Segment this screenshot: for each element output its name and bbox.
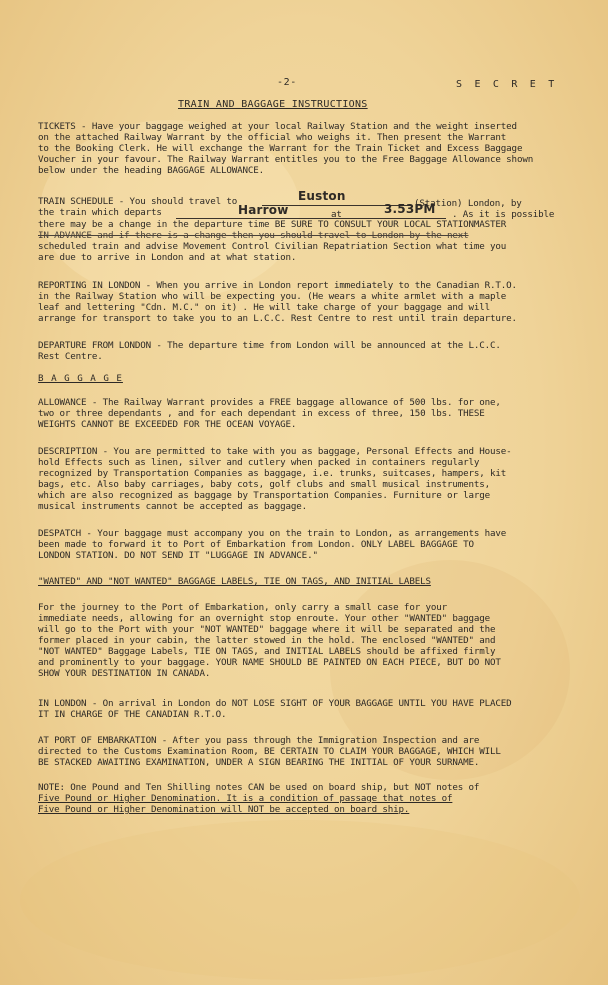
- departure-line: Rest Centre.: [38, 351, 103, 362]
- in-london-line: IT IN CHARGE OF THE CANADIAN R.T.O.: [38, 709, 227, 720]
- in-london-line: IN LONDON - On arrival in London do NOT LOSE SIGHT OF YOUR BAGGAGE UNTIL YOU HAVE PLACED: [38, 698, 512, 709]
- schedule-line2-post: . As it is possible: [452, 209, 555, 220]
- description-line: DESCRIPTION - You are permitted to take with you as baggage, Personal Effects and House-: [38, 446, 512, 457]
- departs-from-handwritten: Harrow: [238, 203, 289, 217]
- classification-label: S E C R E T: [456, 79, 558, 90]
- labels-line: For the journey to the Port of Embarkation, only carry a small case for your: [38, 602, 447, 613]
- schedule-line6: are due to arrive in London and at what station.: [38, 252, 297, 263]
- labels-line: SHOW YOUR DESTINATION IN CANADA.: [38, 668, 211, 679]
- tickets-line: Voucher in your favour. The Railway Warrant entitles you to the Free Baggage Allowance shown: [38, 154, 534, 165]
- tickets-line: TICKETS - Have your baggage weighed at your local Railway Station and the weight inserted: [38, 121, 517, 132]
- schedule-line5: scheduled train and advise Movement Control Civilian Repatriation Section what time you: [38, 241, 507, 252]
- note-line: Five Pound or Higher Denomination. It is a condition of passage that notes of: [38, 793, 453, 804]
- departure-line: DEPARTURE FROM LONDON - The departure time from London will be announced at the L.C.C.: [38, 340, 501, 351]
- at-word: at: [331, 209, 342, 220]
- description-line: musical instruments cannot be accepted as baggage.: [38, 501, 308, 512]
- schedule-line1-pre: TRAIN SCHEDULE - You should travel to: [38, 196, 238, 207]
- reporting-line: leaf and lettering "Cdn. M.C." on it) . He will take charge of your baggage and will: [38, 302, 491, 313]
- description-line: bags, etc. Also baby carriages, baby cots, golf clubs and small musical instruments,: [38, 479, 491, 490]
- labels-line: "NOT WANTED" Baggage Labels, TIE ON TAGS, and INITIAL LABELS should be affixed firmly: [38, 646, 496, 657]
- station-handwritten: Euston: [298, 189, 346, 203]
- description-line: which are also recognized as baggage by Transportation Companies. Furniture or large: [38, 490, 491, 501]
- description-line: hold Effects such as linen, silver and cutlery when packed in containers regularly: [38, 457, 480, 468]
- allowance-line: WEIGHTS CANNOT BE EXCEEDED FOR THE OCEAN VOYAGE.: [38, 419, 297, 430]
- schedule-line4: IN ADVANCE and if there is a change then you should travel to London by the next: [38, 230, 469, 241]
- departure-time-handwritten: 3.53PM: [384, 202, 436, 216]
- description-line: recognized by Transportation Companies as baggage, i.e. trunks, suitcases, hampers, kit: [38, 468, 507, 479]
- note-line: Five Pound or Higher Denomination will NOT be accepted on board ship.: [38, 804, 410, 815]
- tickets-line: to the Booking Clerk. He will exchange the Warrant for the Train Ticket and Excess Baggage: [38, 143, 523, 154]
- allowance-line: two or three dependants , and for each dependant in excess of three, 150 lbs. THESE: [38, 408, 485, 419]
- port-line: BE STACKED AWAITING EXAMINATION, UNDER A SIGN BEARING THE INITIAL OF YOUR SURNAME.: [38, 757, 480, 768]
- despatch-line: LONDON STATION. DO NOT SEND IT "LUGGAGE IN ADVANCE.": [38, 550, 318, 561]
- labels-line: former placed in your cabin, the latter stowed in the hold. The enclosed "WANTED" and: [38, 635, 496, 646]
- schedule-line1-post: (Station) London, by: [414, 198, 522, 209]
- reporting-line: arrange for transport to take you to an L.C.C. Rest Centre to rest until train departure.: [38, 313, 517, 324]
- port-line: directed to the Customs Examination Room, BE CERTAIN TO CLAIM YOUR BAGGAGE, WHICH WILL: [38, 746, 501, 757]
- labels-line: immediate needs, allowing for an overnight stop enroute. Your other "WANTED" baggage: [38, 613, 491, 624]
- labels-heading: "WANTED" AND "NOT WANTED" BAGGAGE LABELS, TIE ON TAGS, AND INITIAL LABELS: [38, 576, 431, 587]
- baggage-heading: B A G G A G E: [38, 373, 123, 384]
- despatch-line: been made to forward it to Port of Embarkation from London. ONLY LABEL BAGGAGE TO: [38, 539, 474, 550]
- despatch-line: DESPATCH - Your baggage must accompany you on the train to London, as arrangements have: [38, 528, 507, 539]
- tickets-line: on the attached Railway Warrant by the official who weighs it. Then present the Warrant: [38, 132, 507, 143]
- page-number: -2-: [277, 77, 297, 88]
- tickets-line: below under the heading BAGGAGE ALLOWANCE.: [38, 165, 265, 176]
- reporting-line: in the Railway Station who will be expecting you. (He wears a white armlet with a maple: [38, 291, 507, 302]
- schedule-line3: there may be a change in the departure time BE SURE TO CONSULT YOUR LOCAL STATIONMASTER: [38, 219, 507, 230]
- labels-line: will go to the Port with your "NOT WANTED" baggage where it will be separated and the: [38, 624, 496, 635]
- note-line: NOTE: One Pound and Ten Shilling notes CAN be used on board ship, but NOT notes of: [38, 782, 480, 793]
- port-line: AT PORT OF EMBARKATION - After you pass through the Immigration Inspection and are: [38, 735, 480, 746]
- allowance-line: ALLOWANCE - The Railway Warrant provides a FREE baggage allowance of 500 lbs. for one,: [38, 397, 501, 408]
- page-title: TRAIN AND BAGGAGE INSTRUCTIONS: [178, 99, 368, 110]
- reporting-line: REPORTING IN LONDON - When you arrive in London report immediately to the Canadian R.T.O.: [38, 280, 517, 291]
- labels-line: and prominently to your baggage. YOUR NAME SHOULD BE PAINTED ON EACH PIECE, BUT DO NOT: [38, 657, 501, 668]
- schedule-line2-pre: the train which departs: [38, 207, 162, 218]
